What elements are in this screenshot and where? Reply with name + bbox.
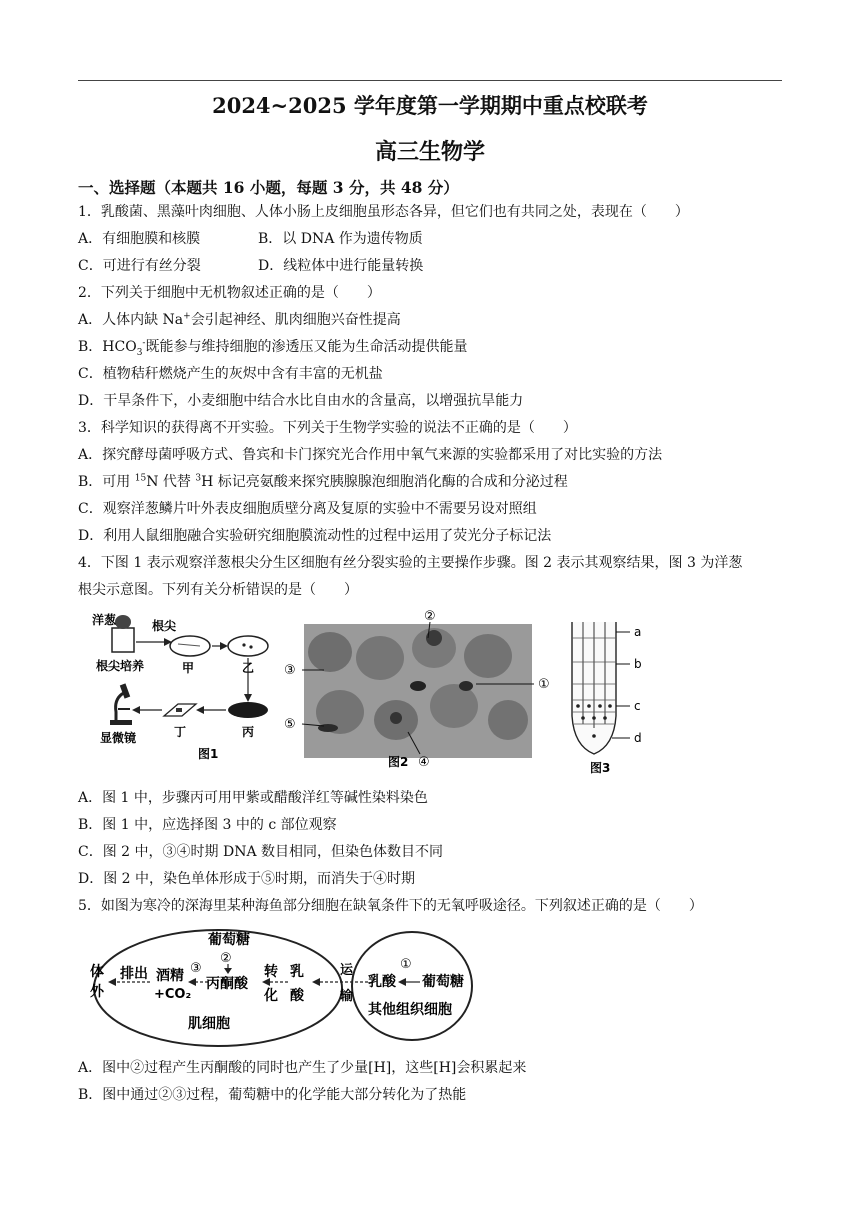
fig1-ding-label: 丁	[174, 725, 187, 739]
fig3-label-d: d	[634, 731, 642, 745]
q5-glucose-left-label: 葡萄糖	[208, 932, 250, 948]
fig2-caption: 图2	[388, 755, 409, 769]
q5-muscle-cell-label: 肌细胞	[188, 1016, 230, 1032]
figure-1	[92, 612, 268, 761]
fig1-yi-label: 乙	[242, 661, 255, 675]
q5-body-outside-2: 外	[90, 984, 104, 1000]
fig3-label-b: b	[634, 657, 642, 671]
exam-subject: 高三生物学	[374, 139, 485, 165]
fig2-label-3: ③	[284, 663, 296, 678]
q2-option-a: A．人体内缺 Na+会引起神经、肌肉细胞兴奋性提高	[78, 311, 401, 328]
q4-figure	[78, 608, 658, 778]
q5-pyruvate-label: 丙酮酸	[206, 976, 248, 992]
q5-step2-label: ②	[220, 951, 232, 966]
q5-figure	[78, 924, 478, 1054]
fig1-onion-label: 洋葱	[92, 613, 117, 627]
fig3-label-a: a	[634, 625, 642, 639]
q5-convert-2: 化	[264, 988, 278, 1004]
dish-yi-icon	[228, 636, 268, 656]
q5-excrete-label: 排出	[120, 966, 148, 982]
q1-stem: 1．乳酸菌、黑藻叶肉细胞、人体小肠上皮细胞虽形态各异，但它们也有共同之处，表现在（ ）	[78, 204, 689, 220]
q3-stem: 3．科学知识的获得离不开实验。下列关于生物学实验的说法不正确的是（ ）	[78, 420, 577, 436]
q5-lactate-left-2: 酸	[290, 988, 304, 1004]
q2-option-d: D．干旱条件下，小麦细胞中结合水比自由水的含量高，以增强抗旱能力	[78, 393, 524, 409]
q5-alcohol-label: 酒精	[156, 968, 184, 984]
q5-body-outside-1: 体	[90, 964, 104, 980]
q4-option-d: D．图 2 中，染色单体形成于⑤时期，而消失于④时期	[78, 871, 416, 887]
q5-lactate-right-label: 乳酸	[368, 974, 396, 990]
microscope-icon	[110, 683, 132, 725]
fig3-label-c: c	[634, 699, 641, 713]
figure-3	[572, 622, 642, 775]
q5-transport-2: 输	[340, 989, 354, 1004]
fig2-label-1: ①	[538, 677, 550, 692]
q2-stem: 2．下列关于细胞中无机物叙述正确的是（ ）	[78, 285, 381, 301]
onion-icon	[115, 615, 131, 629]
q1-option-c: C．可进行有丝分裂	[78, 258, 201, 274]
q1-option-a: A．有细胞膜和核膜	[78, 231, 201, 247]
fig1-bing-label: 丙	[242, 725, 255, 739]
q5-convert-1: 转	[264, 964, 278, 980]
fig2-label-4: ④	[418, 755, 430, 770]
q4-stem-line1: 4．下图 1 表示观察洋葱根尖分生区细胞有丝分裂实验的主要操作步骤。图 2 表示其观察结果，图 3 为洋葱	[78, 555, 743, 571]
fig1-culture-label: 根尖培养	[96, 659, 145, 673]
fig2-label-2: ②	[424, 609, 436, 624]
figure-2	[284, 609, 550, 770]
q2-option-b: B．$HCO_3^-$既能参与维持细胞的渗透压又能为生命活动提供能量	[78, 338, 468, 358]
q5-co2-label: +CO₂	[154, 987, 192, 1002]
q5-transport-1: 运	[340, 963, 354, 978]
fig2-label-5: ⑤	[284, 717, 296, 732]
fig1-jia-label: 甲	[182, 661, 195, 675]
q4-option-a: A．图 1 中，步骤丙可用甲紫或醋酸洋红等碱性染料染色	[78, 790, 428, 806]
q4-option-b: B．图 1 中，应选择图 3 中的 c 部位观察	[78, 817, 337, 833]
q5-step1-label: ①	[400, 957, 412, 972]
beaker-icon	[112, 628, 134, 652]
fig1-caption: 图1	[198, 747, 219, 761]
top-rule	[78, 80, 782, 81]
q1-option-d: D．线粒体中进行能量转换	[258, 258, 424, 274]
q5-step3-label: ③	[190, 961, 202, 976]
fig1-microscope-label: 显微镜	[100, 731, 137, 745]
dish-jia-icon	[170, 636, 210, 656]
q5-lactate-left-1: 乳	[290, 964, 304, 980]
q5-option-b: B．图中通过②③过程，葡萄糖中的化学能大部分转化为了热能	[78, 1087, 467, 1103]
q5-glucose-right-label: 葡萄糖	[422, 974, 464, 990]
q5-other-cells-label: 其他组织细胞	[368, 1002, 452, 1018]
q3-option-a: A．探究酵母菌呼吸方式、鲁宾和卡门探究光合作用中氧气来源的实验都采用了对比实验的方法	[78, 447, 663, 463]
q3-option-c: C．观察洋葱鳞片叶外表皮细胞质壁分离及复原的实验中不需要另设对照组	[78, 501, 537, 517]
fig1-roottip-label: 根尖	[152, 619, 177, 633]
q5-option-a: A．图中②过程产生丙酮酸的同时也产生了少量[H]，这些[H]会积累起来	[78, 1060, 527, 1076]
q3-option-d: D．利用人鼠细胞融合实验研究细胞膜流动性的过程中运用了荧光分子标记法	[78, 528, 552, 544]
dish-bing-icon	[228, 702, 268, 718]
exam-title: 2024~2025 学年度第一学期期中重点校联考	[212, 93, 648, 118]
q4-stem-line2: 根尖示意图。下列有关分析错误的是（ ）	[78, 582, 358, 598]
q5-stem: 5．如图为寒冷的深海里某种海鱼部分细胞在缺氧条件下的无氧呼吸途径。下列叙述正确的是（ ）	[78, 898, 703, 914]
q2-option-c: C．植物秸秆燃烧产生的灰烬中含有丰富的无机盐	[78, 366, 383, 382]
q1-option-b: B．以 DNA 作为遗传物质	[258, 231, 423, 247]
section-heading: 一、选择题（本题共 16 小题，每题 3 分，共 48 分）	[78, 178, 459, 197]
fig3-caption: 图3	[590, 761, 611, 775]
q3-option-b: B．可用 $^{15}$N 代替 $^3$H 标记亮氨酸来探究胰腺腺泡细胞消化酶的合成和分泌过程	[78, 473, 568, 490]
q4-option-c: C．图 2 中，③④时期 DNA 数目相同，但染色体数目不同	[78, 844, 444, 860]
